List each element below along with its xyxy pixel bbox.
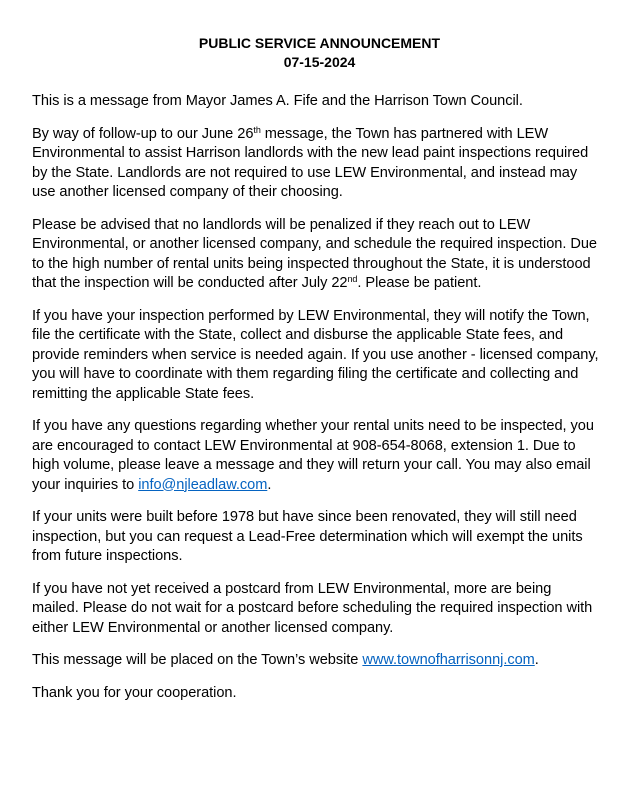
paragraph-questions-text: If you have any questions regarding whether your rental units need to be inspected, you are encouraged to contact LEW Environmental at 908-654-8068, extension 1. Due to high volume, please leave a message and they will return your call. You may also email your inquiries to [32,418,594,493]
announcement-title: PUBLIC SERVICE ANNOUNCEMENT [198,35,441,51]
paragraph-questions-end: . [267,476,272,493]
paragraph-postcard [32,580,601,639]
ordinal-suffix: nd [347,274,358,284]
paragraph-questions [32,417,601,495]
paragraph-partnership-text-a: By way of follow-up to our June 26 [32,125,254,142]
announcement-date: 07-15-2024 [283,54,356,70]
paragraph-intro [32,92,601,112]
paragraph-website-text: This message will be placed on the Town’s website [32,652,363,668]
paragraph-thanks [32,684,601,704]
announcement-header [32,34,601,72]
paragraph-website-end: . [534,652,539,668]
paragraph-no-penalty-text-b: . Please be patient. [357,275,482,291]
paragraph-no-penalty-text-a: Please be advised that no landlords will be penalized if they reach out to LEW Environmental, or another licensed company, and schedule the required inspection. Due to the high number of rental units being inspected throughout the State, it is understood that the inspection will be conducted after July 22 [32,216,597,291]
paragraph-website [32,651,601,671]
paragraph-inspection-process-text: If you have your inspection performed by LEW Environmental, they will notify the Town, file the certificate with the State, collect and disburse the applicable State fees, and provide reminders when service is needed again. If you use another - licensed company, you will have to coordinate with them regarding filing the certificate and collecting and remitting the applicable State fees. [32,307,599,402]
paragraph-partnership-text-b: message, the Town has partnered with LEW Environmental to assist Harrison landlords with the new lead paint inspections required by the State. Landlords are not required to use LEW Environmental, and instead may use another licensed company of their choosing. [32,125,589,200]
paragraph-intro-text: This is a message from Mayor James A. Fife and the Harrison Town Council. [32,93,523,109]
paragraph-thanks-text: Thank you for your cooperation. [32,684,237,701]
paragraph-no-penalty [32,216,601,294]
paragraph-inspection-process [32,307,601,405]
ordinal-suffix: th [253,124,261,135]
email-link[interactable]: info@njleadlaw.com [138,476,268,493]
paragraph-postcard-text: If you have not yet received a postcard from LEW Environmental, more are being mailed. Please do not wait for a postcard before scheduling the required inspection with either LEW Environmental or another licensed company. [32,580,593,636]
paragraph-renovated-units [32,508,601,567]
paragraph-renovated-units-text: If your units were built before 1978 but have since been renovated, they will still need inspection, but you can request a Lead-Free determination which will exempt the units from future inspections. [32,509,583,564]
website-link[interactable]: www.townofharrisonnj.com [362,652,535,668]
paragraph-partnership [32,125,601,203]
